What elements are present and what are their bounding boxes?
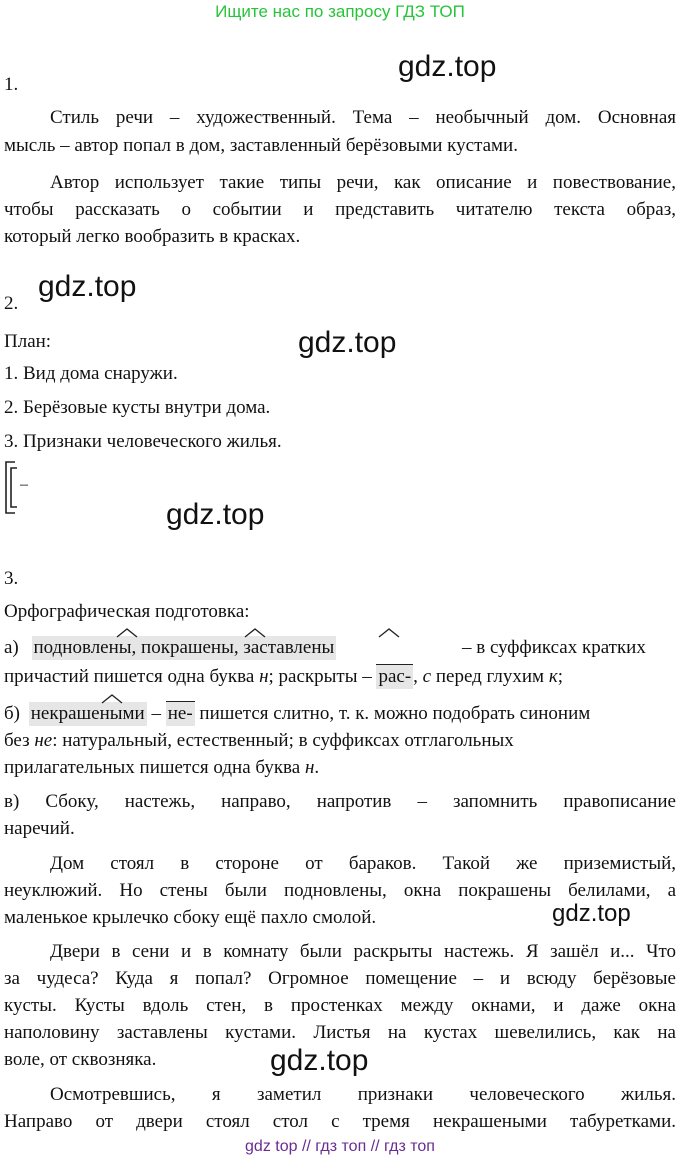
paragraph-line: чтобы рассказать о событии и представить читателю текста образ, (4, 199, 676, 220)
text-line: Двери в сени и в комнату были раскрыты настежь. Я зашёл и... Что (50, 941, 676, 962)
dash: – (151, 703, 161, 724)
item-marker: б) (4, 703, 20, 724)
plan-item: 1. Вид дома снаружи. (4, 363, 178, 384)
footer-links[interactable]: gdz top // гдз топ // гдз топ (245, 1138, 435, 1155)
plan-title: План: (4, 331, 52, 352)
suffix-mark (116, 628, 138, 638)
watermark: gdz.top (38, 270, 137, 303)
highlighted-word: некрашеными (29, 702, 147, 726)
watermark: gdz.top (552, 900, 631, 927)
watermark: gdz.top (166, 498, 265, 531)
spelling-line-a2 (4, 664, 676, 689)
section-number: 2. (4, 293, 19, 314)
italic-letter: с (422, 666, 432, 687)
italic-word: не (34, 730, 53, 751)
explanation-text: без (4, 730, 30, 751)
text-line: кусты. Кусты вдоль стен, в простенках между окнами, и даже окна (4, 995, 676, 1016)
text-line: Направо от двери стоял стол с тремя некрашеными табуретками. (4, 1111, 676, 1132)
punctuation: , (413, 666, 418, 687)
item-marker: а) (4, 637, 19, 658)
paragraph-line: который легко вообразить в красках. (4, 226, 301, 247)
explanation-text: : натуральный, естественный; в суффиксах отглагольных (52, 730, 514, 751)
suffix-mark (244, 628, 266, 638)
spelling-line-a (4, 636, 676, 660)
paragraph-line: мысль – автор попал в дом, заставленный берёзовыми кустами. (4, 135, 518, 156)
section-number: 1. (4, 74, 19, 95)
explanation-text: пишется слитно, т. к. можно подобрать синоним (199, 703, 591, 724)
scheme-dash: – (20, 476, 28, 493)
plan-item: 3. Признаки человеческого жилья. (4, 431, 282, 452)
text-line: маленькое крылечко сбоку ещё пахло смолой. (4, 907, 377, 928)
prefix-mark: не- (167, 703, 193, 724)
spelling-line-c2: наречий. (4, 818, 75, 839)
text-line: Осмотревшись, я заметил признаки человеческого жилья. (50, 1084, 676, 1105)
top-banner[interactable]: Ищите нас по запросу ГДЗ ТОП (215, 2, 465, 21)
spelling-line-b2 (4, 729, 676, 753)
section-number: 3. (4, 568, 19, 589)
spelling-line-b3 (4, 756, 676, 780)
explanation-text: причастий пишется одна буква (4, 666, 255, 687)
punctuation: . (314, 757, 320, 778)
sentence-scheme-bracket (3, 460, 17, 515)
section-title: Орфографическая подготовка: (4, 601, 250, 622)
italic-letter: н (259, 666, 269, 687)
prefix-mark: рас- (378, 666, 412, 687)
italic-letter: н (304, 757, 315, 778)
explanation-text: ; раскрыты – (268, 666, 372, 687)
suffix-mark (101, 694, 123, 704)
suffix-mark (378, 628, 400, 638)
explanation-text: перед глухим (435, 666, 545, 687)
text-line: наполовину заставлены кустами. Листья на кустах шевелились, как на (4, 1022, 676, 1043)
watermark: gdz.top (398, 50, 497, 83)
watermark: gdz.top (298, 326, 397, 359)
paragraph-line: Автор использует такие типы речи, как описание и повествование, (50, 172, 676, 193)
explanation-text: – в суффиксах кратких (462, 637, 646, 658)
spelling-line-c: в) Сбоку, настежь, направо, напротив – запомнить правописание (4, 791, 676, 812)
text-line: за чудеса? Куда я попал? Огромное помещение – и всюду берёзовые (4, 968, 676, 989)
text-line: Дом стоял в стороне от бараков. Такой же приземистый, (50, 853, 676, 874)
italic-letter: к (548, 666, 558, 687)
highlighted-words: подновлены, покрашены, заставлены (32, 636, 337, 660)
text-line: неуклюжий. Но стены были подновлены, окна покрашены белилами, а (4, 880, 676, 901)
spelling-line-b (4, 701, 676, 726)
text-line: воле, от сквозняка. (4, 1049, 157, 1070)
watermark: gdz.top (270, 1044, 369, 1077)
punctuation: ; (557, 666, 563, 687)
plan-item: 2. Берёзовые кусты внутри дома. (4, 397, 271, 418)
explanation-text: прилагательных пишется одна буква (4, 757, 301, 778)
paragraph-line: Стиль речи – художественный. Тема – необычный дом. Основная (50, 107, 676, 128)
